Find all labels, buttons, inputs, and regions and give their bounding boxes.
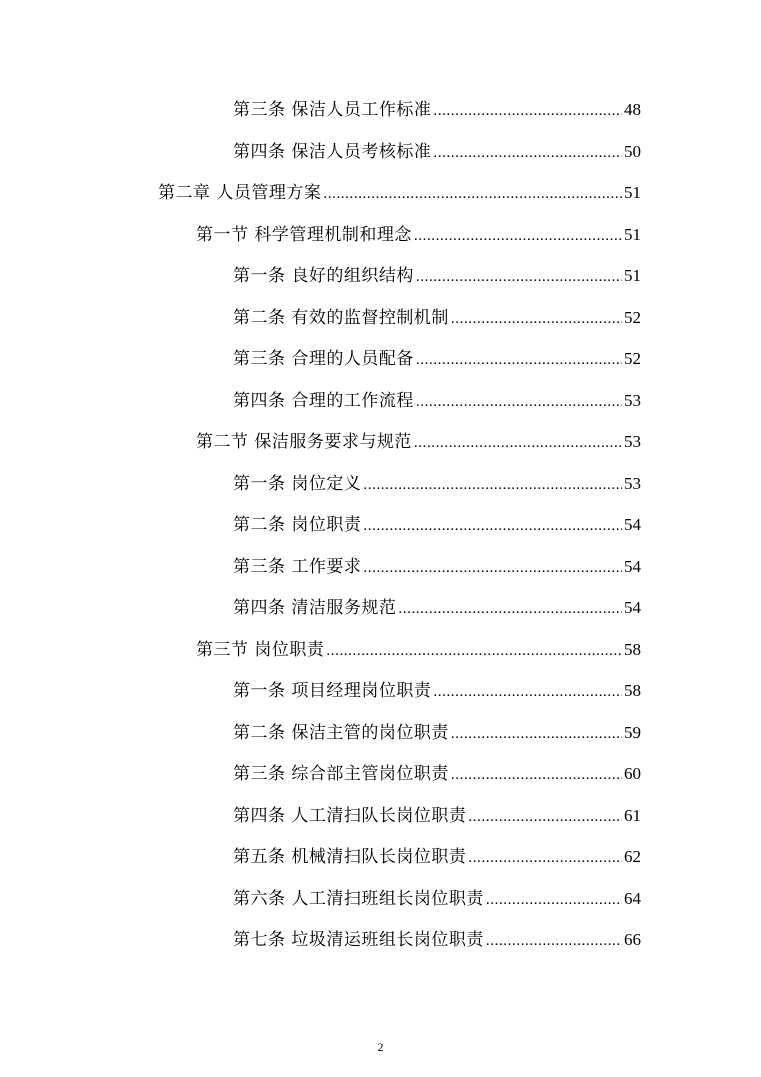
toc-dot-leader: [363, 506, 622, 548]
toc-entry[interactable]: [233, 795, 641, 837]
toc-entry[interactable]: [233, 712, 641, 754]
toc-entry-page: 51: [624, 224, 641, 244]
toc-entry[interactable]: [233, 255, 641, 297]
toc-entry-page: 60: [624, 764, 641, 783]
toc-entry-title: 第二条 保洁主管的岗位职责: [233, 722, 449, 743]
toc-entry-page: 54: [624, 556, 641, 576]
toc-entry-page: 59: [624, 722, 641, 742]
toc-entry-section[interactable]: [196, 629, 641, 671]
toc-entry-page: 58: [624, 681, 641, 700]
toc-entry[interactable]: [233, 89, 641, 131]
toc-dot-leader: [486, 880, 622, 922]
toc-entry-page: 61: [624, 805, 641, 825]
toc-entry-page: 52: [624, 349, 641, 368]
toc-entry-title: 第四条 人工清扫队长岗位职责: [233, 805, 467, 826]
toc-dot-leader: [414, 216, 622, 258]
toc-entry-title: 第五条 机械清扫队长岗位职责: [233, 847, 467, 867]
toc-dot-leader: [363, 465, 622, 507]
toc-dot-leader: [326, 631, 622, 673]
toc-entry-title: 第一条 项目经理岗位职责: [233, 681, 432, 701]
toc-entry-title: 第一节 科学管理机制和理念: [196, 224, 412, 245]
toc-entry-title: 第二条 有效的监督控制机制: [233, 307, 449, 328]
toc-entry-page: 64: [624, 888, 641, 908]
toc-entry-page: 51: [624, 183, 641, 202]
toc-entry-title: 第一条 良好的组织结构: [233, 266, 414, 286]
toc-entry-page: 53: [624, 432, 641, 451]
toc-entry[interactable]: [233, 670, 641, 712]
toc-dot-leader: [433, 672, 622, 714]
toc-entry-title: 第二章 人员管理方案: [158, 183, 322, 203]
toc-entry[interactable]: [233, 504, 641, 546]
toc-entry-page: 54: [624, 515, 641, 534]
toc-entry-title: 第四条 保洁人员考核标准: [233, 141, 432, 162]
toc-entry-chapter[interactable]: [158, 172, 641, 214]
toc-entry[interactable]: [233, 297, 641, 339]
toc-dot-leader: [323, 174, 622, 216]
toc-entry-page: 54: [624, 598, 641, 617]
toc-entry[interactable]: [233, 836, 641, 878]
toc-entry-page: 52: [624, 307, 641, 327]
toc-dot-leader: [433, 91, 622, 133]
toc-dot-leader: [486, 921, 622, 963]
toc-entry-page: 50: [624, 141, 641, 161]
toc-entry-page: 66: [624, 930, 641, 949]
toc-entry[interactable]: [233, 380, 641, 422]
page-number: 2: [377, 1040, 384, 1054]
toc-entry-title: 第一条 岗位定义: [233, 473, 362, 494]
toc-dot-leader: [451, 299, 622, 341]
toc-entry-title: 第三条 综合部主管岗位职责: [233, 764, 449, 784]
table-of-contents: [0, 89, 761, 961]
toc-dot-leader: [416, 257, 622, 299]
toc-entry-title: 第三条 工作要求: [233, 556, 362, 577]
toc-entry-title: 第三节 岗位职责: [196, 639, 325, 660]
toc-entry-title: 第七条 垃圾清运班组长岗位职责: [233, 930, 484, 950]
toc-entry-title: 第三条 合理的人员配备: [233, 349, 414, 369]
toc-entry-page: 48: [624, 100, 641, 119]
toc-dot-leader: [416, 382, 622, 424]
toc-entry-page: 58: [624, 639, 641, 659]
toc-entry-title: 第三条 保洁人员工作标准: [233, 100, 432, 120]
toc-entry[interactable]: [233, 753, 641, 795]
toc-dot-leader: [398, 589, 622, 631]
toc-entry-title: 第二节 保洁服务要求与规范: [196, 432, 412, 452]
toc-entry-page: 53: [624, 390, 641, 410]
toc-entry[interactable]: [233, 546, 641, 588]
toc-entry[interactable]: [233, 131, 641, 173]
toc-dot-leader: [414, 423, 622, 465]
toc-entry[interactable]: [233, 338, 641, 380]
toc-dot-leader: [433, 133, 622, 175]
toc-dot-leader: [468, 838, 622, 880]
toc-entry-title: 第四条 清洁服务规范: [233, 598, 397, 618]
toc-dot-leader: [451, 714, 622, 756]
toc-dot-leader: [363, 548, 622, 590]
toc-entry[interactable]: [233, 878, 641, 920]
toc-entry-title: 第二条 岗位职责: [233, 515, 362, 535]
toc-entry[interactable]: [233, 919, 641, 961]
toc-dot-leader: [451, 755, 622, 797]
toc-dot-leader: [416, 340, 622, 382]
toc-entry-section[interactable]: [196, 214, 641, 256]
toc-entry-page: 53: [624, 473, 641, 493]
toc-entry-title: 第六条 人工清扫班组长岗位职责: [233, 888, 484, 909]
toc-dot-leader: [468, 797, 622, 839]
toc-entry-title: 第四条 合理的工作流程: [233, 390, 414, 411]
toc-entry-page: 51: [624, 266, 641, 285]
toc-entry-page: 62: [624, 847, 641, 866]
toc-entry-section[interactable]: [196, 421, 641, 463]
toc-entry[interactable]: [233, 463, 641, 505]
toc-entry[interactable]: [233, 587, 641, 629]
